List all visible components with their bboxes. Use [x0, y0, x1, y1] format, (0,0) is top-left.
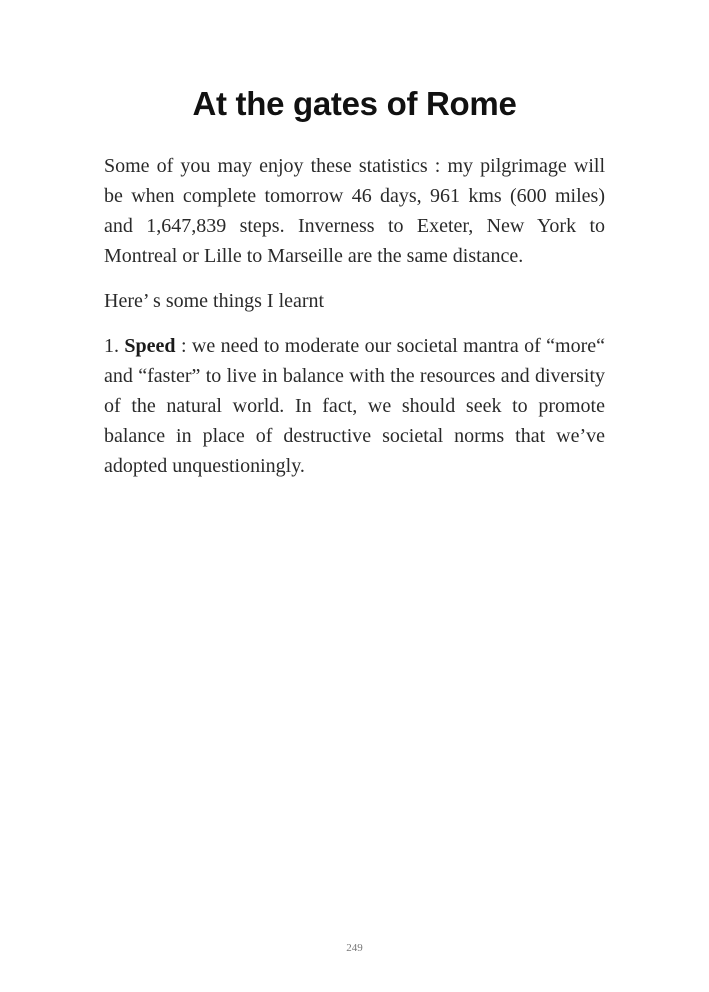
chapter-title: At the gates of Rome [192, 85, 517, 122]
point-text: : we need to moderate our societal mantra of “more“ and “faster” to live in balance with the resources and diversity of the natural world. In fact, we should seek to promote balance in place of destructive societal norms that we’ve adopted unquestioningly. [104, 335, 606, 477]
paragraph-point-speed [104, 331, 605, 481]
body-text [104, 151, 605, 496]
paragraph-intro: Here’ s some things I learnt [104, 290, 325, 312]
page-number: 249 [346, 942, 363, 954]
paragraph-statistics: Some of you may enjoy these statistics : my pilgrimage will be when complete tomorrow 46 days, 961 kms (600 miles) and 1,647,839 steps. Inverness to Exeter, New York to Montreal or Lille to Marseille are the same distance. [104, 155, 605, 267]
point-heading: Speed [124, 335, 176, 357]
point-number: 1. [104, 335, 119, 357]
